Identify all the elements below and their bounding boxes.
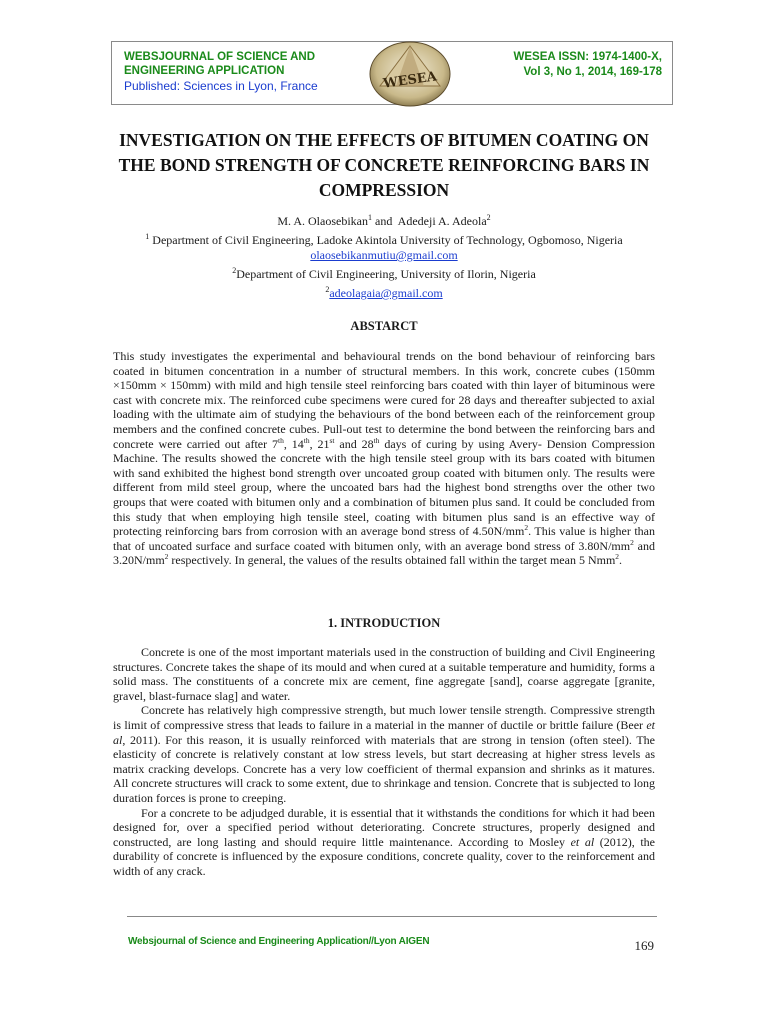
- volume-info: Vol 3, No 1, 2014, 169-178: [523, 66, 662, 78]
- abstract-sup: th: [278, 435, 284, 445]
- author-conjunction: and: [372, 214, 398, 228]
- published-location: Published: Sciences in Lyon, France: [124, 79, 318, 93]
- intro-paragraph-1: Concrete is one of the most important materials used in the construction of building and Civil Engineering structures. Concrete takes the shape of its mould and when cured at a suitable temperature and humidity, forms a solid mass. The constituents of a concrete mix are cement, fine aggregate [sand], coarse aggregate [granite, gravel, blast-furnace slag] and water.: [113, 645, 655, 703]
- intro-p2-part: Concrete has relatively high compressive strength, but much lower tensile strength. Compressive strength is limit of compressive stress that leads to failure in a material in the manner of ductile or brittle failure (Beer: [113, 703, 655, 732]
- abstract-part: and 28: [334, 436, 374, 451]
- abstract-part-5: respectively. In general, the values of the results obtained fall within the target mean 5 Nmm: [168, 553, 616, 568]
- introduction-heading: 1. INTRODUCTION: [327, 616, 441, 630]
- title-line-3: COMPRESSION: [318, 180, 450, 200]
- abstract-part-6: .: [619, 553, 623, 568]
- abstract-sup: 2: [615, 552, 620, 562]
- journal-header: [111, 41, 673, 105]
- abstract-part: , 21: [309, 436, 330, 451]
- journal-name-line1: WEBSJOURNAL OF SCIENCE AND: [124, 51, 316, 63]
- affiliation-2: [80, 263, 688, 282]
- title-line-2: THE BOND STRENGTH OF CONCRETE REINFORCING BARS IN: [118, 155, 650, 175]
- abstract-sup: th: [373, 435, 380, 445]
- author-block: [80, 210, 688, 301]
- wesea-logo: [368, 40, 452, 108]
- affiliation-1-superscript: 1: [145, 232, 150, 241]
- abstract-body: [113, 349, 655, 568]
- abstract-sup: th: [303, 435, 310, 445]
- footer-divider: [127, 916, 657, 917]
- intro-p2-part: , 2011). For this reason, it is usually reinforced with materials that are strong in tension (often steel). The elasticity of concrete is relatively constant at low stress levels, but start decreasing at higher stress levels as matrix cracking develops. Concrete has a very low coefficient of thermal expansion and shrinks as it matures. All concrete structures will crack to some extent, due to shrinkage and tension. Concrete that is subjected to long duration forces is prone to creeping.: [113, 732, 655, 805]
- author-2: Adedeji A. Adeola: [397, 214, 487, 228]
- abstract-part-2: days of curing by using Avery- Dension Compression Machine. The results showed the concrete with the high tensile steel group with its bars coated with bitumen with sand exhibited the highest bond strength over uncoated group coated with bitumen only. The results were different from mild steel group, where the uncoated bars had the highest bond strengths over the other two groups that were coated with bitumen only and a combination of bitumen plus sand. It could be concluded from this study that when employing high tensile steel, coating with bitumen plus sand is an effective way of protecting reinforcing bars from corrosion with an average bond stress of 4.50N/mm: [113, 436, 655, 539]
- issn-info: [514, 50, 663, 80]
- affiliation-1: [80, 229, 688, 248]
- author-names: [80, 210, 688, 229]
- intro-p3-part: For a concrete to be adjudged durable, it is essential that it withstands the conditions for which it had been designed for, over a specified period without deteriorating. Concrete structures, properly designed and constructed, are long lasting and should require little maintenance. According to Mosley: [113, 805, 655, 849]
- abstract-sup: 2: [164, 552, 169, 562]
- abstract-part-3: . This value is higher than that of uncoated surface and surface coated with bitumen only, with an average bond stress of 3.80N/mm: [113, 524, 655, 553]
- intro-p3-part: (2012), the durability of concrete is influenced by the exposure conditions, concrete quality, cover to the reinforcement and width of any crack.: [113, 834, 655, 878]
- email-2-superscript: 2: [325, 285, 330, 294]
- intro-paragraph-2: [113, 703, 655, 805]
- author-1-superscript: 1: [368, 213, 372, 222]
- email-2-link[interactable]: adeolagaia@gmail.com: [329, 286, 443, 300]
- abstract-sup: 2: [630, 537, 634, 547]
- intro-paragraph-3: [113, 806, 655, 879]
- paper-title: [80, 128, 688, 203]
- abstract-part-4: and 3.20N/mm: [113, 538, 656, 568]
- abstract-part-1: This study investigates the experimental and behavioural trends on the bond behaviour of reinforcing bars coated in bitumen concentration in a number of structural members. In this work, concrete cubes (150mm ×150mm × 150mm) with mild and high tensile steel reinforcing bars coated with thin layer of bituminous were cast with concrete mix. The reinforced cube specimens were cured for 28 days and thereafter subjected to axial loading with the ultimate aim of studying the behaviours of the bond between each of the reinforcement group members and the confined concrete cubes. Pull-out test to determine the bond between the reinforcing bars and concrete were carried out after 7: [113, 349, 655, 451]
- author-1: M. A. Olaosebikan: [277, 214, 368, 228]
- email-2-line: [80, 282, 688, 301]
- page-number: 169: [634, 938, 654, 953]
- footer-journal: Websjournal of Science and Engineering Application//Lyon AIGEN: [128, 936, 430, 947]
- author-2-superscript: 2: [486, 213, 491, 222]
- email-1-link[interactable]: olaosebikanmutiu@gmail.com: [310, 248, 458, 262]
- affiliation-1-text: Department of Civil Engineering, Ladoke Akintola University of Technology, Ogbomoso, Nigeria: [149, 233, 623, 247]
- abstract-heading: ABSTARCT: [350, 319, 418, 333]
- citation-et-al: et al: [570, 834, 595, 849]
- title-line-1: INVESTIGATION ON THE EFFECTS OF BITUMEN COATING ON: [119, 130, 649, 150]
- journal-name-line2: ENGINEERING APPLICATION: [124, 65, 285, 77]
- email-1-line: [80, 248, 688, 263]
- affiliation-2-superscript: 2: [232, 266, 237, 275]
- affiliation-2-text: Department of Civil Engineering, University of Ilorin, Nigeria: [236, 267, 536, 281]
- introduction-body: [113, 645, 655, 879]
- abstract-sup: st: [329, 435, 335, 445]
- abstract-sup: 2: [524, 523, 529, 533]
- journal-info: [124, 50, 318, 93]
- citation-et-al: et al: [113, 717, 655, 747]
- logo-text: WESEA: [382, 69, 438, 92]
- issn: WESEA ISSN: 1974-1400-X,: [513, 51, 662, 63]
- abstract-part: , 14: [283, 436, 304, 451]
